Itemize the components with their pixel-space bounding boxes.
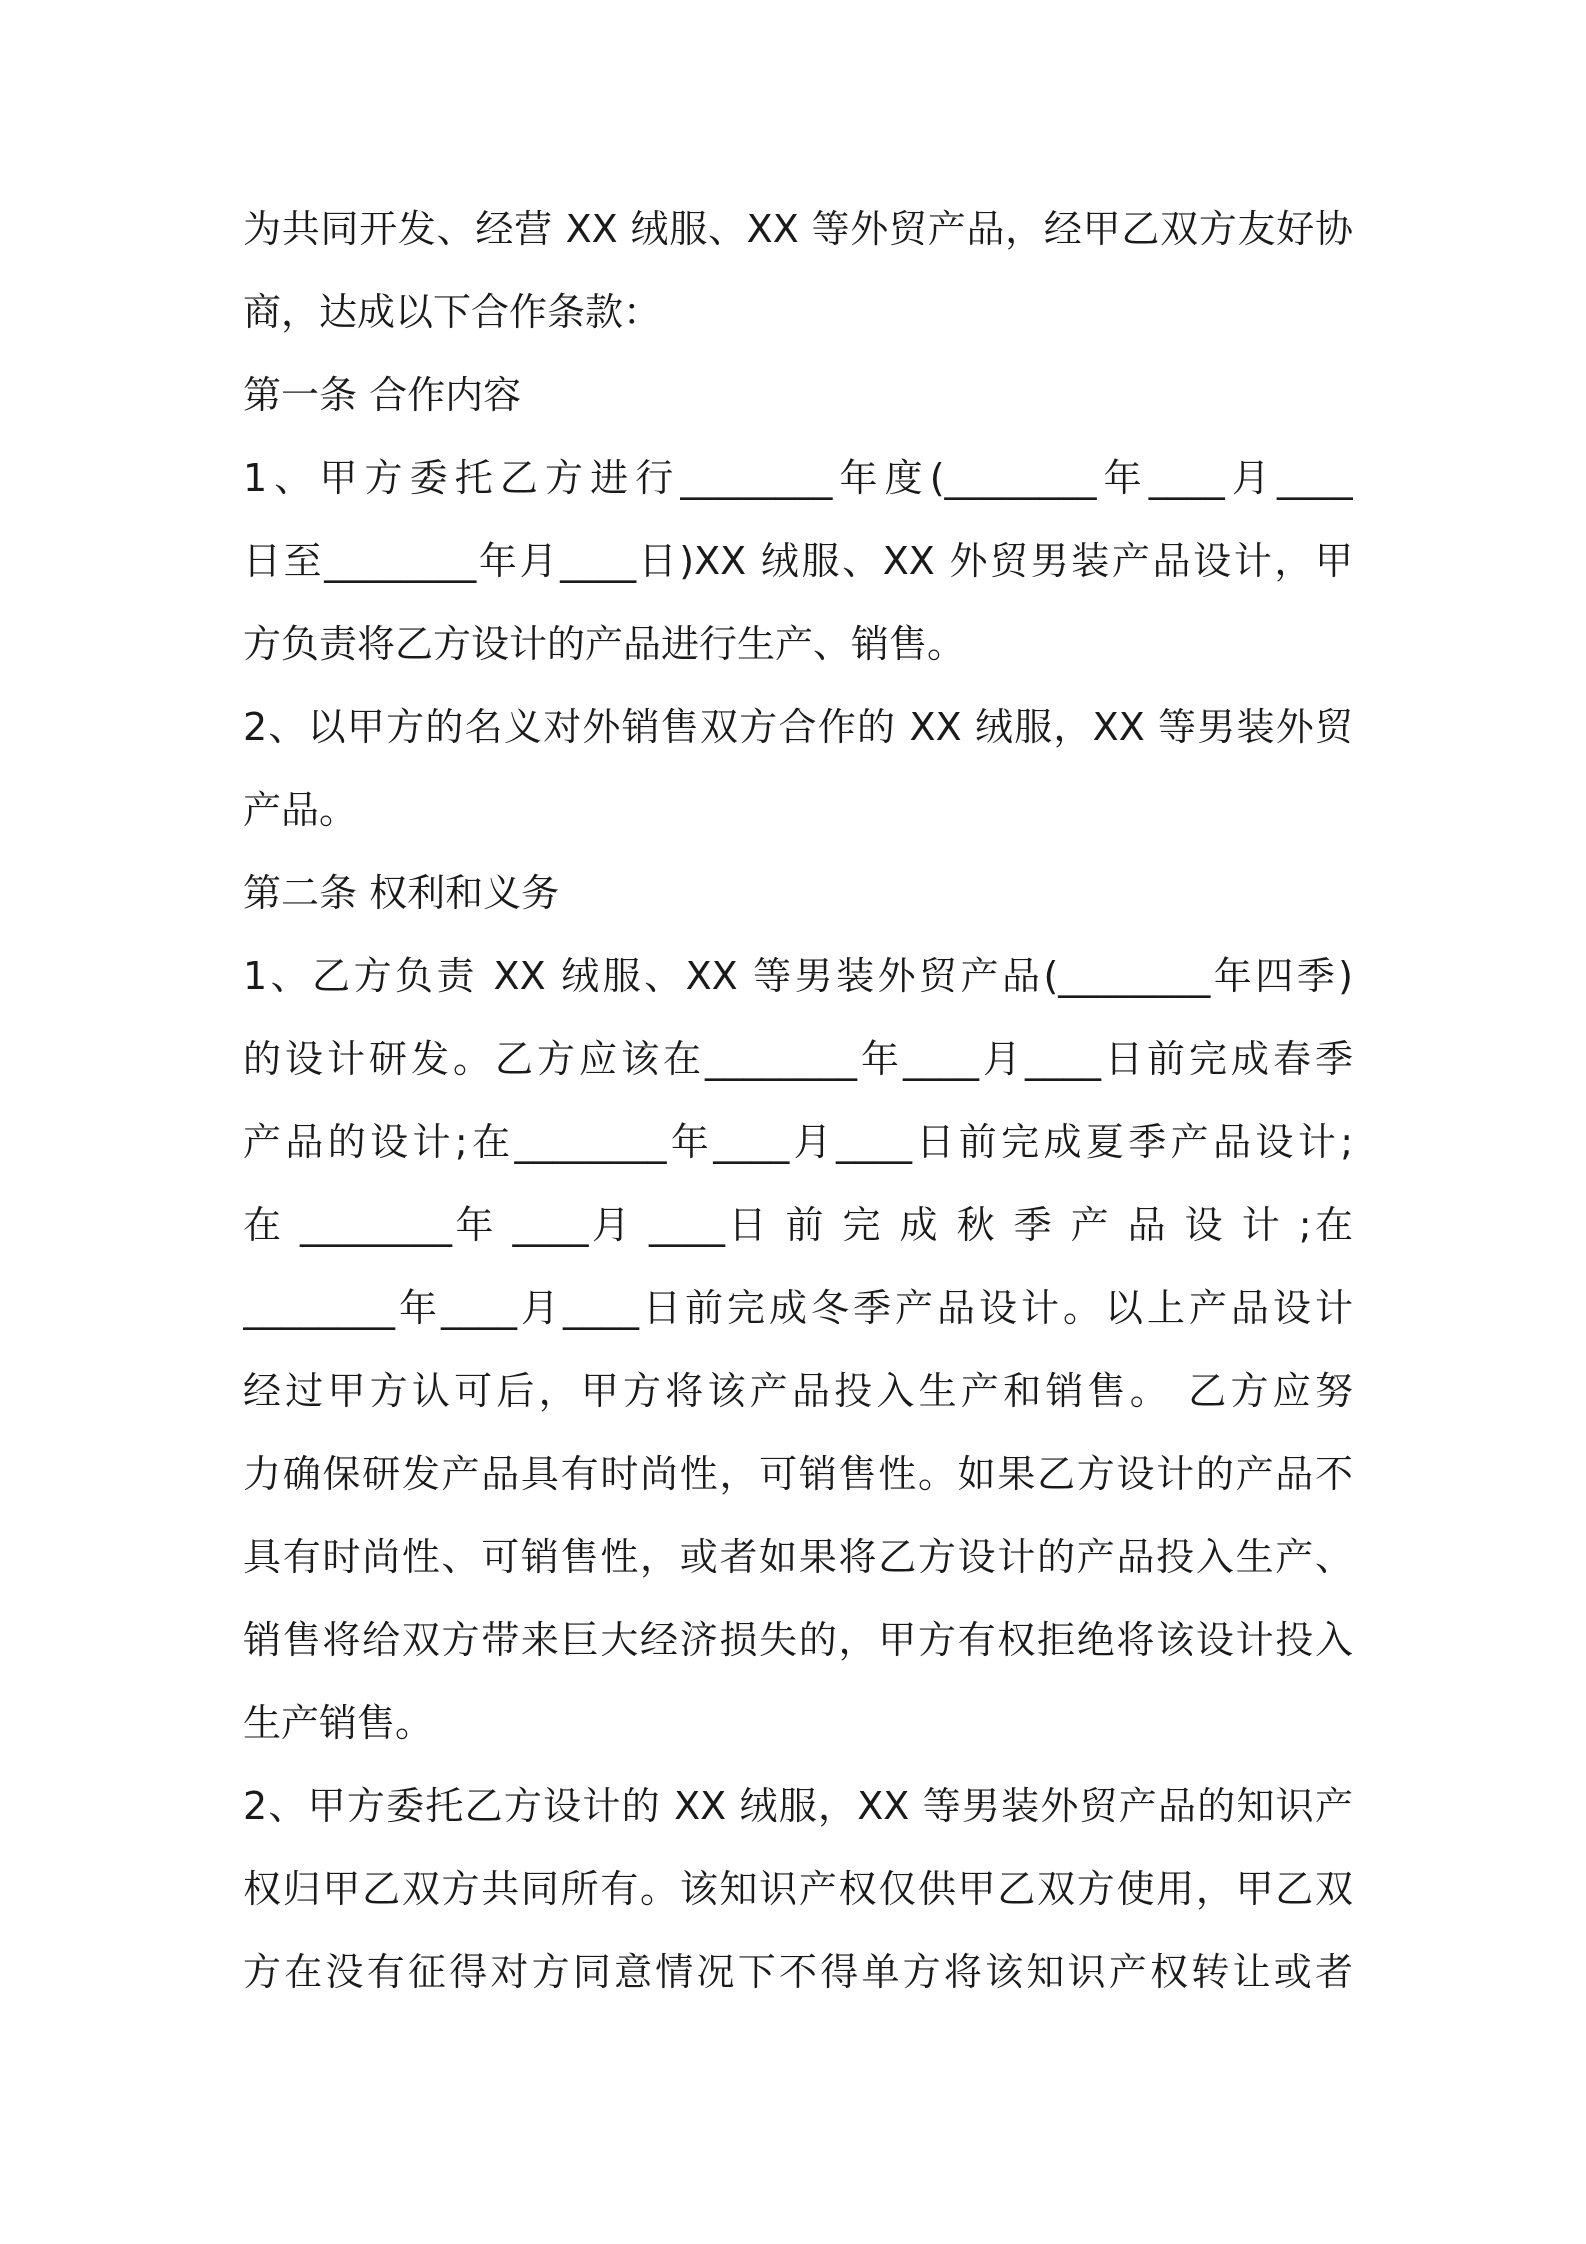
- article-heading: 第一条 合作内容: [243, 373, 522, 417]
- text-line: 2、以甲方的名义对外销售双方合作的 XX 绒服，XX 等男装外贸: [243, 705, 1353, 749]
- text-line: 1、乙方负责 XX 绒服、XX 等男装外贸产品(________年四季): [243, 954, 1353, 998]
- text-line: 具有时尚性、可销售性，或者如果将乙方设计的产品投入生产、: [243, 1535, 1353, 1579]
- text-line: 在 ________年 ____月 ____日 前 完 成 秋 季 产 品 设 计 ;在: [243, 1203, 1353, 1247]
- text-line: 权归甲乙双方共同所有。该知识产权仅供甲乙双方使用，甲乙双: [243, 1867, 1353, 1911]
- text-line: 生产销售。: [243, 1701, 434, 1745]
- text-line: 为共同开发、经营 XX 绒服、XX 等外贸产品，经甲乙双方友好协: [243, 207, 1353, 251]
- text-line: 的设计研发。乙方应该在________年____月____日前完成春季: [243, 1037, 1353, 1081]
- text-line: 日至________年月____日)XX 绒服、XX 外贸男装产品设计，甲: [243, 539, 1353, 583]
- text-line: 商，达成以下合作条款：: [243, 290, 662, 334]
- text-line: 销售将给双方带来巨大经济损失的，甲方有权拒绝将该设计投入: [243, 1618, 1353, 1662]
- text-line: 产品。: [243, 788, 358, 832]
- article-heading: 第二条 权利和义务: [243, 871, 560, 915]
- text-line: ________年____月____日前完成冬季产品设计。以上产品设计: [243, 1286, 1353, 1330]
- text-line: 方在没有征得对方同意情况下不得单方将该知识产权转让或者: [243, 1950, 1353, 1994]
- text-line: 1、甲方委托乙方进行________年度(________年____月____: [243, 456, 1353, 500]
- text-line: 经过甲方认可后，甲方将该产品投入生产和销售。 乙方应努: [243, 1369, 1353, 1413]
- text-line: 产品的设计;在________年____月____日前完成夏季产品设计;: [243, 1120, 1353, 1164]
- text-line: 2、甲方委托乙方设计的 XX 绒服，XX 等男装外贸产品的知识产: [243, 1784, 1353, 1828]
- text-line: 方负责将乙方设计的产品进行生产、销售。: [243, 622, 966, 666]
- text-line: 力确保研发产品具有时尚性，可销售性。如果乙方设计的产品不: [243, 1452, 1353, 1496]
